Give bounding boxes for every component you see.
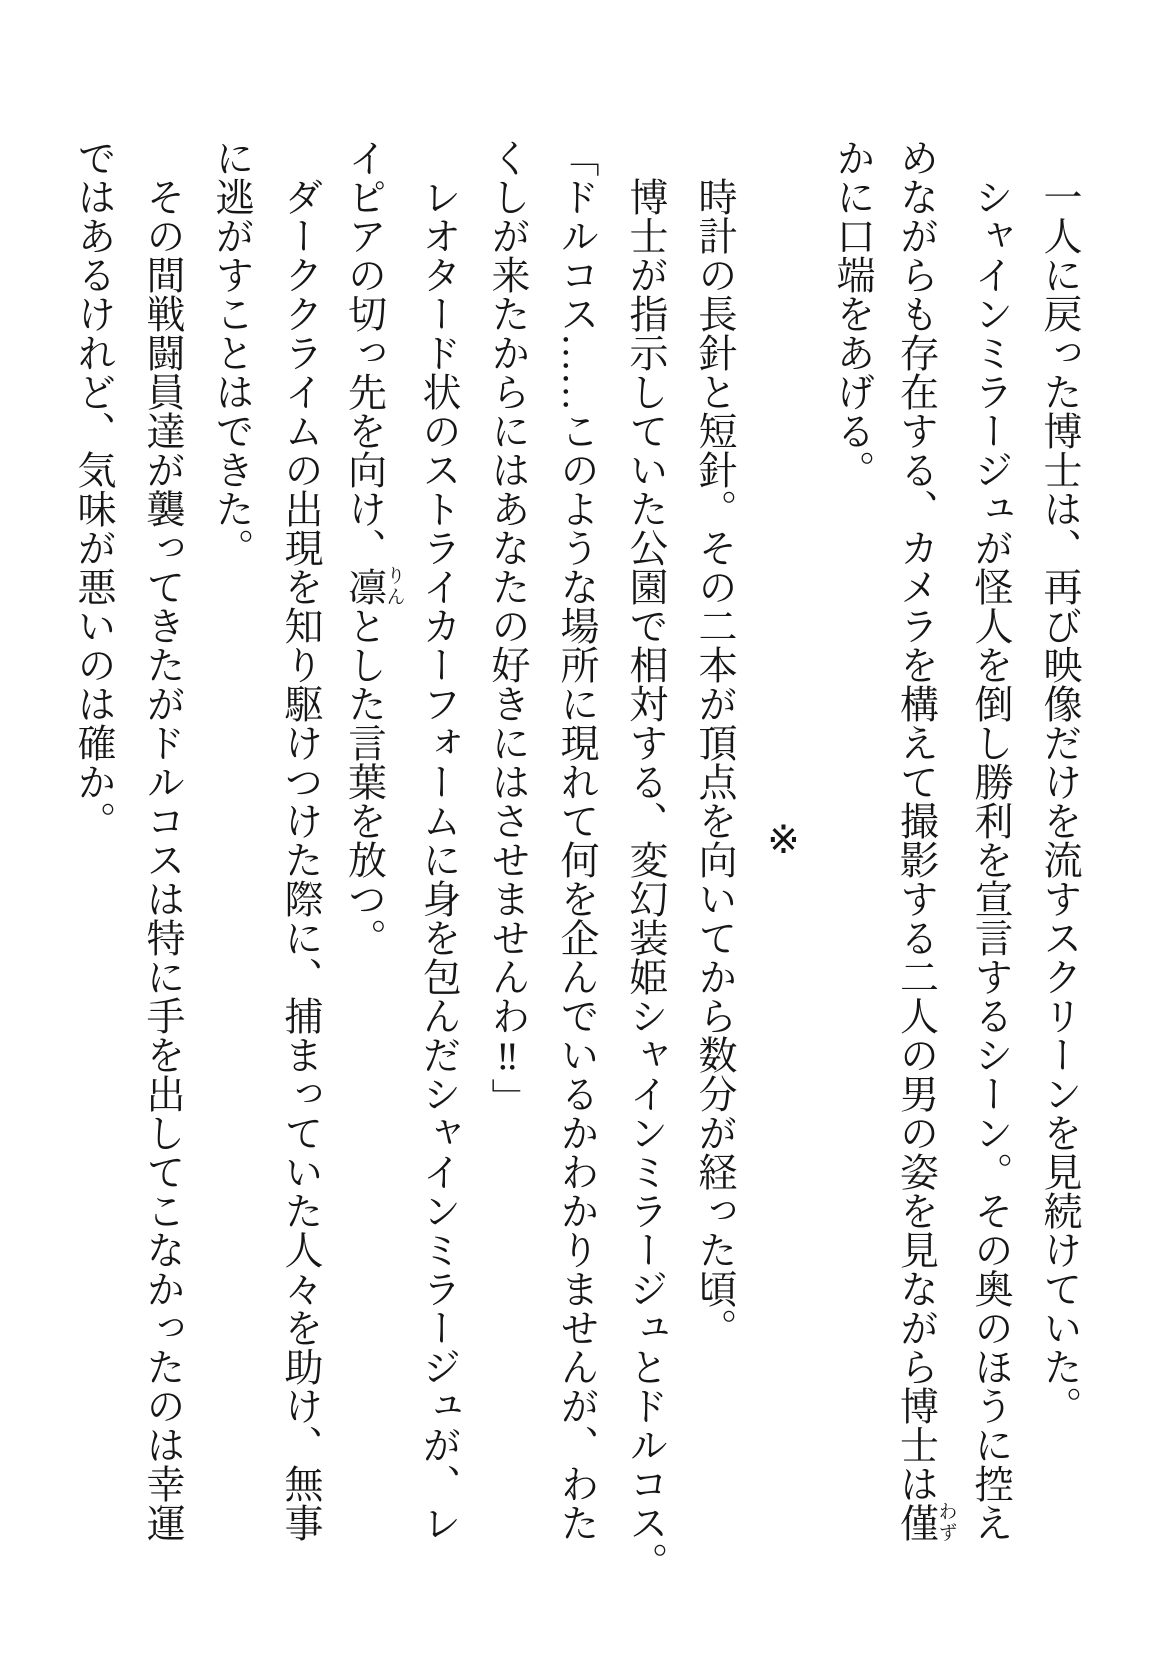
ruby-annotated-text: 僅わず (894, 1501, 957, 1544)
text-line: 「ドルコス……このような場所に現れて何を企んでいるかわかりませんが、わた (555, 138, 598, 1542)
text-line: 博士が指示していた公園で相対する、変幻装姫シャインミラージュとドルコス。 (624, 138, 667, 1581)
text-line: イピアの切っ先を向け、凛りんとした言葉を放つ。 (342, 138, 405, 957)
text-line: 時計の長針と短針。その二本が頂点を向いてから数分が経った頃。 (693, 138, 736, 1347)
text-line: ではあるけれど、気味が悪いのは確か。 (72, 138, 115, 840)
text-line: ダーククライムの出現を知り駆けつけた際に、捕まっていた人々を助け、無事 (279, 138, 322, 1542)
text-line: 一人に戻った博士は、再び映像だけを流すスクリーンを見続けていた。 (1038, 138, 1081, 1425)
ruby-reading: わず (935, 1501, 957, 1544)
text-line: その間戦闘員達が襲ってきたがドルコスは特に手を出してこなかったのは幸運 (141, 138, 184, 1542)
ruby-reading: りん (383, 565, 405, 608)
text-line: かに口端をあげる。 (831, 138, 874, 489)
ruby-annotated-text: 凛りん (342, 565, 405, 608)
text-line: めながらも存在する、カメラを構えて撮影する二人の男の姿を見ながら博士は僅わず (894, 138, 957, 1544)
body-text (59, 138, 1094, 1581)
text-line: くしが来たからにはあなたの好きにはさせませんわ‼」 (486, 138, 529, 1117)
text-line: レオタード状のストライカーフォームに身を包んだシャインミラージュが、レ (417, 138, 460, 1542)
text-line: に逃がすことはできた。 (210, 138, 253, 567)
section-break: ※ (762, 817, 805, 863)
text-line: シャインミラージュが怪人を倒し勝利を宣言するシーン。その奥のほうに控え (969, 138, 1012, 1542)
